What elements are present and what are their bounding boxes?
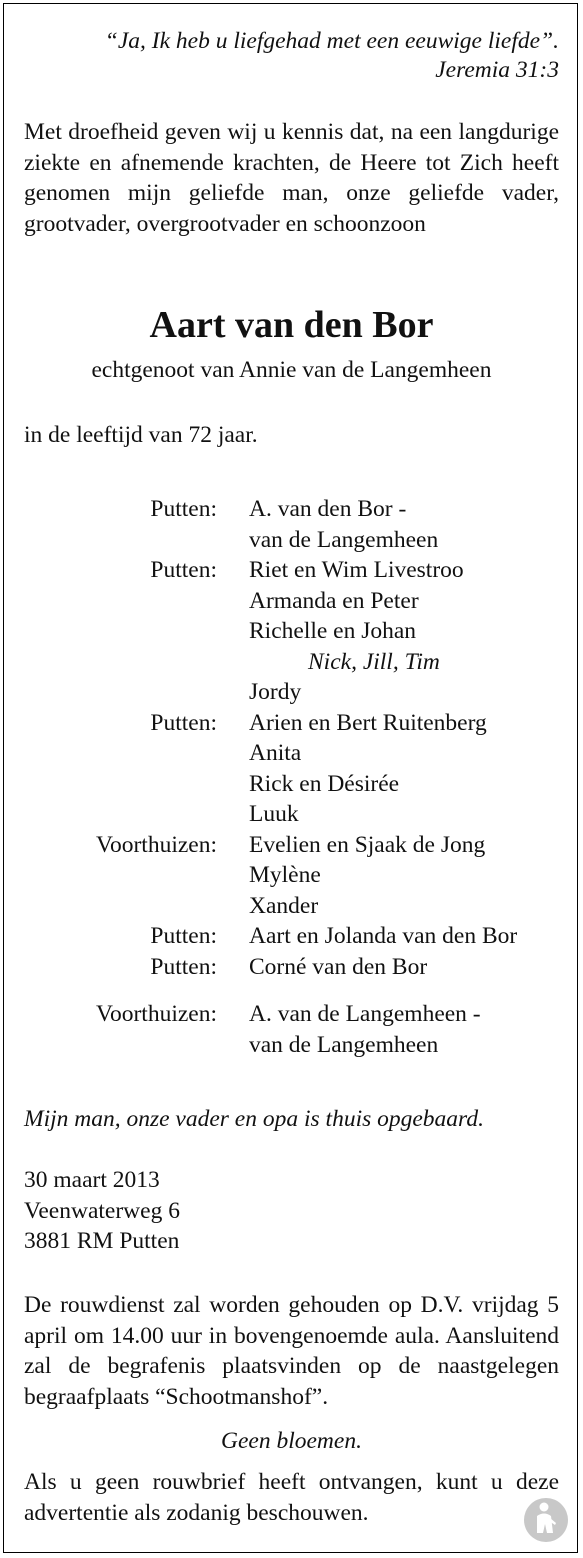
family-name: Richelle en Johan <box>249 618 417 644</box>
spouse-line: echtgenoot van Annie van de Langemheen <box>91 357 492 383</box>
family-place: Putten: <box>150 557 217 583</box>
family-row <box>0 1030 583 1061</box>
street-line: Veenwaterweg 6 <box>24 1197 180 1224</box>
family-place: Voorthuizen: <box>96 831 217 858</box>
mourning-figure-icon <box>523 1497 569 1543</box>
family-row <box>0 677 583 708</box>
no-flowers-line: Geen bloemen. <box>221 1428 362 1454</box>
quote-reference: Jeremia 31:3 <box>435 57 559 83</box>
family-row <box>0 738 583 769</box>
family-row <box>0 616 583 647</box>
family-row <box>0 860 583 891</box>
family-row <box>0 952 583 983</box>
family-name: Aart en Jolanda van den Bor <box>249 923 518 949</box>
family-name: Armanda en Peter <box>249 587 419 614</box>
family-name: A. van den Bor - <box>249 496 407 522</box>
family-name: Corné van den Bor <box>249 953 428 980</box>
family-name: Xander <box>249 892 319 919</box>
family-place: Putten: <box>150 953 217 980</box>
family-name: Luuk <box>249 801 299 827</box>
family-row <box>0 586 583 617</box>
family-name: Jordy <box>249 679 302 705</box>
family-place: Putten: <box>150 496 217 522</box>
quote-text: “Ja, Ik heb u liefgehad met een eeuwige liefde”. <box>104 28 559 54</box>
family-row <box>0 525 583 556</box>
family-row <box>0 921 583 952</box>
family-name: Rick en Désirée <box>249 770 400 797</box>
age-line: in de leeftijd van 72 jaar. <box>24 422 258 448</box>
deceased-name: Aart van den Bor <box>149 304 434 346</box>
family-row <box>0 769 583 800</box>
intro-paragraph: Met droefheid geven wij u kennis dat, na een langdurige ziekte en afnemende krachten, de Heere tot Zich heeft genomen mijn geliefde man, onze geliefde vader, grootvader, overgrootvader en schoonzoon <box>24 119 559 237</box>
family-place: Putten: <box>150 923 217 949</box>
family-name: Riet en Wim Livestroo <box>249 557 464 583</box>
address-block <box>24 1165 180 1257</box>
family-row <box>0 647 583 678</box>
family-row <box>0 999 583 1030</box>
family-name: van de Langemheen <box>249 1031 439 1058</box>
family-row <box>0 708 583 739</box>
family-name: A. van de Langemheen - <box>249 1001 481 1027</box>
family-row <box>0 494 583 525</box>
family-row <box>0 830 583 861</box>
bible-quote <box>24 27 559 85</box>
family-place: Voorthuizen: <box>96 1001 217 1027</box>
family-place: Putten: <box>150 709 217 736</box>
city-line: 3881 RM Putten <box>24 1228 180 1254</box>
family-name: Arien en Bert Ruitenberg <box>249 709 487 736</box>
family-name: Mylène <box>249 862 321 888</box>
notice-paragraph: Als u geen rouwbrief heeft ontvangen, kunt u deze advertentie als zodanig beschouwen. <box>24 1469 559 1526</box>
date-line: 30 maart 2013 <box>24 1167 160 1193</box>
family-name: Nick, Jill, Tim <box>308 648 440 675</box>
family-row <box>0 799 583 830</box>
laid-out-line: Mijn man, onze vader en opa is thuis opgebaard. <box>24 1106 484 1132</box>
family-name: Anita <box>249 740 302 766</box>
family-name: van de Langemheen <box>249 526 439 553</box>
family-row <box>0 555 583 586</box>
family-name: Evelien en Sjaak de Jong <box>249 831 486 858</box>
family-row <box>0 891 583 922</box>
service-paragraph: De rouwdienst zal worden gehouden op D.V. vrijdag 5 april om 14.00 uur in bovengenoemde aula. Aansluitend zal de begrafenis plaatsvinden op de naastgelegen begraafplaats “Schootmanshof”. <box>24 1292 559 1410</box>
